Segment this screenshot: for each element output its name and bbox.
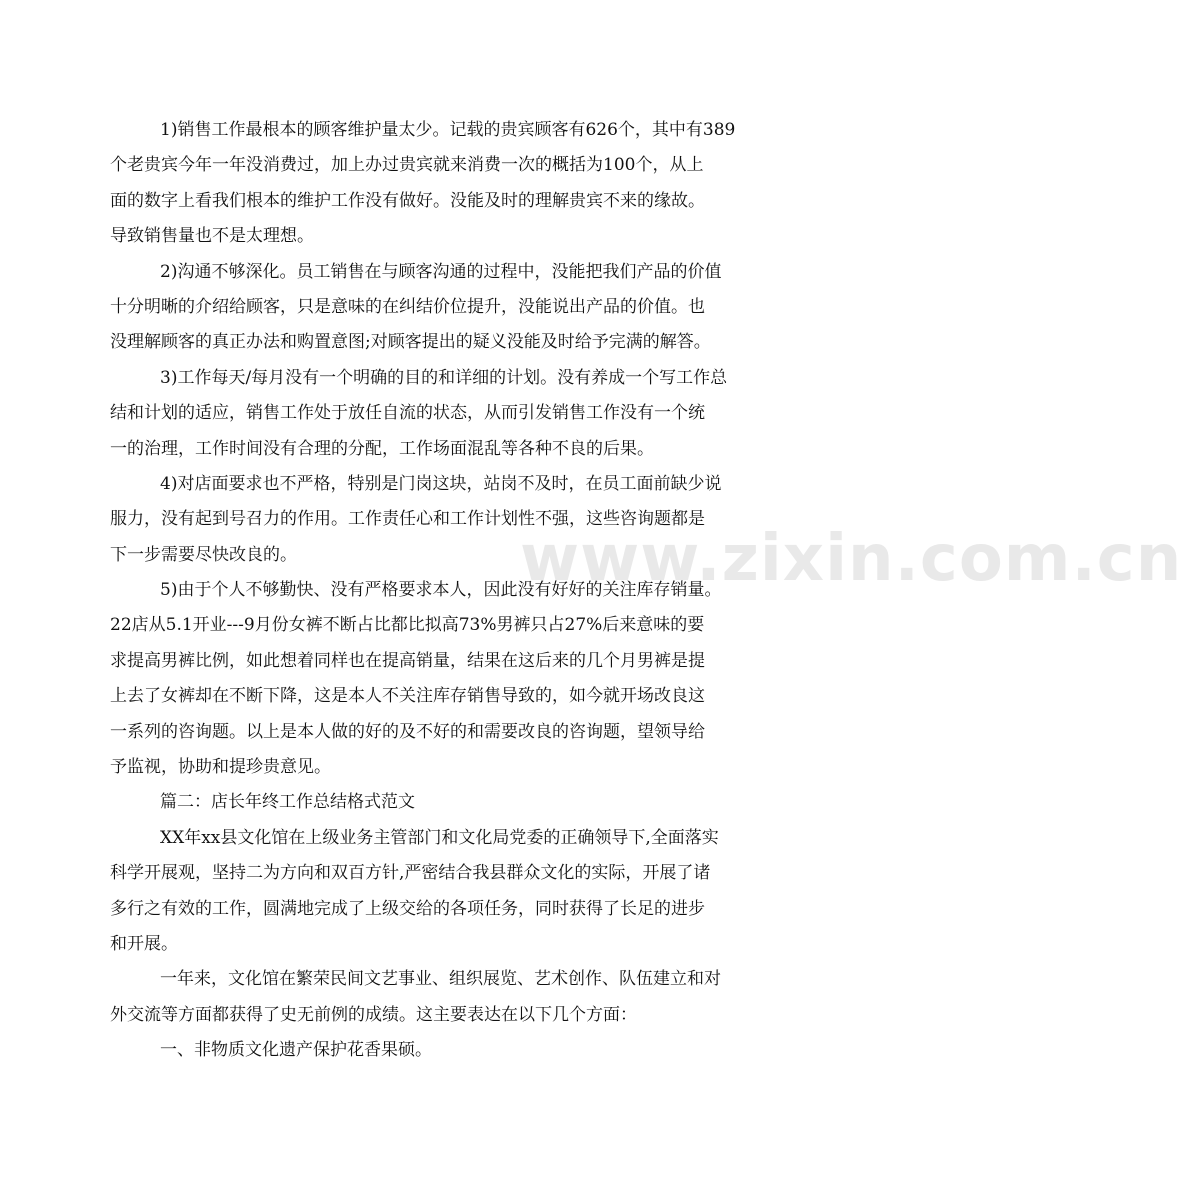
paragraph-3-line-2: 结和计划的适应，销售工作处于放任自流的状态，从而引发销售工作没有一个统 bbox=[110, 403, 705, 424]
paragraph-7-line-1: 一年来，文化馆在繁荣民间文艺事业、组织展览、艺术创作、队伍建立和对 bbox=[160, 969, 721, 990]
paragraph-1-line-3: 面的数字上看我们根本的维护工作没有做好。没能及时的理解贵宾不来的缘故。 bbox=[110, 190, 705, 211]
paragraph-4-line-2: 服力，没有起到号召力的作用。工作责任心和工作计划性不强，这些咨询题都是 bbox=[110, 509, 705, 530]
paragraph-5-line-6: 予监视，协助和提珍贵意见。 bbox=[110, 757, 331, 778]
paragraph-6-line-2: 科学开展观，坚持二为方向和双百方针,严密结合我县群众文化的实际，开展了诸 bbox=[110, 863, 711, 884]
paragraph-7-line-2: 外交流等方面都获得了史无前例的成绩。这主要表达在以下几个方面： bbox=[110, 1004, 637, 1025]
paragraph-5-line-2: 22店从5.1开业---9月份女裤不断占比都比拟高73%男裤只占27%后来意味的要 bbox=[110, 615, 705, 636]
paragraph-2-line-1: 2)沟通不够深化。员工销售在与顾客沟通的过程中，没能把我们产品的价值 bbox=[160, 261, 722, 282]
paragraph-6-line-3: 多行之有效的工作，圆满地完成了上级交给的各项任务，同时获得了长足的进步 bbox=[110, 898, 705, 919]
paragraph-5-line-3: 求提高男裤比例，如此想着同样也在提高销量，结果在这后来的几个月男裤是提 bbox=[110, 650, 705, 671]
paragraph-3-line-1: 3)工作每天/每月没有一个明确的目的和详细的计划。没有养成一个写工作总 bbox=[160, 367, 728, 388]
paragraph-1-line-4: 导致销售量也不是太理想。 bbox=[110, 226, 314, 247]
paragraph-2-line-2: 十分明晰的介绍给顾客，只是意味的在纠结价位提升，没能说出产品的价值。也 bbox=[110, 296, 705, 317]
paragraph-6-line-4: 和开展。 bbox=[110, 933, 178, 954]
document-body bbox=[110, 113, 790, 1069]
paragraph-6-line-1: XX年xx县文化馆在上级业务主管部门和文化局党委的正确领导下,全面落实 bbox=[160, 827, 719, 848]
watermark: www.zixin.com.cn bbox=[520, 522, 1182, 596]
paragraph-4-line-3: 下一步需要尽快改良的。 bbox=[110, 544, 297, 565]
paragraph-4-line-1: 4)对店面要求也不严格，特别是门岗这块，站岗不及时，在员工面前缺少说 bbox=[160, 473, 722, 494]
paragraph-1-line-2: 个老贵宾今年一年没消费过，加上办过贵宾就来消费一次的概括为100个，从上 bbox=[110, 155, 704, 176]
subsection-heading: 一、非物质文化遗产保护花香果硕。 bbox=[160, 1040, 432, 1061]
paragraph-3-line-3: 一的治理，工作时间没有合理的分配，工作场面混乱等各种不良的后果。 bbox=[110, 438, 654, 459]
paragraph-5-line-5: 一系列的咨询题。以上是本人做的好的及不好的和需要改良的咨询题，望领导给 bbox=[110, 721, 705, 742]
paragraph-2-line-3: 没理解顾客的真正办法和购置意图;对顾客提出的疑义没能及时给予完满的解答。 bbox=[110, 332, 711, 353]
paragraph-1-line-1: 1)销售工作最根本的顾客维护量太少。记载的贵宾顾客有626个，其中有389 bbox=[160, 120, 736, 140]
section-heading: 篇二：店长年终工作总结格式范文 bbox=[160, 792, 415, 813]
paragraph-5-line-1: 5)由于个人不够勤快、没有严格要求本人，因此没有好好的关注库存销量。 bbox=[160, 580, 722, 601]
paragraph-5-line-4: 上去了女裤却在不断下降，这是本人不关注库存销售导致的，如今就开场改良这 bbox=[110, 686, 705, 707]
